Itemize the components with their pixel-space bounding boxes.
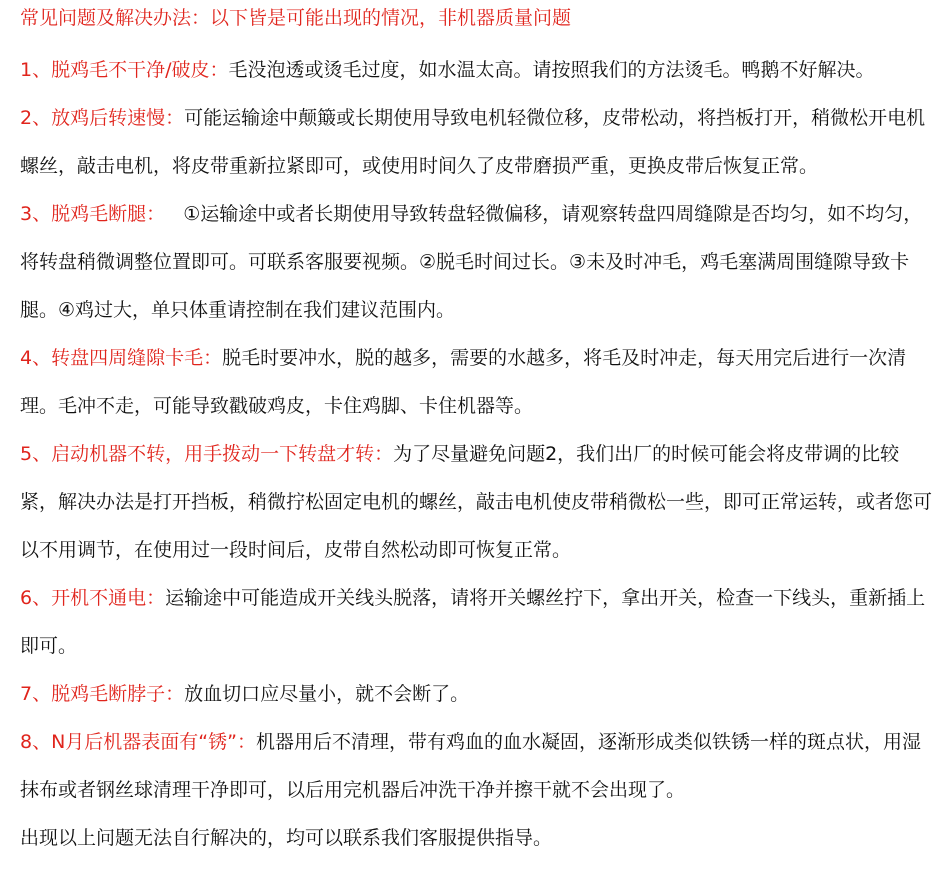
faq-item-7 <box>20 670 936 718</box>
faq-item-6 <box>20 574 936 670</box>
faq-item-2 <box>20 94 936 190</box>
faq-item-5 <box>20 430 936 574</box>
faq-heading: 常见问题及解决办法：以下皆是可能出现的情况，非机器质量问题 <box>20 7 572 29</box>
faq-item-body: 机器用后不清理，带有鸡血的血水凝固，逐渐形成类似铁锈一样的斑点状，用湿抹布或者钢丝球清理干净即可，以后用完机器后冲洗干净并擦干就不会出现了。 <box>20 731 922 801</box>
faq-item-label: 3、脱鸡毛断腿： <box>20 203 166 225</box>
faq-item-label: 6、开机不通电： <box>20 587 166 609</box>
faq-item-1 <box>20 46 936 94</box>
faq-item-body: 可能运输途中颠簸或长期使用导致电机轻微位移，皮带松动，将挡板打开，稍微松开电机螺丝，敲击电机，将皮带重新拉紧即可，或使用时间久了皮带磨损严重，更换皮带后恢复正常。 <box>20 107 926 177</box>
faq-item-label: 4、转盘四周缝隙卡毛： <box>20 347 223 369</box>
faq-item-body: 运输途中可能造成开关线头脱落，请将开关螺丝拧下，拿出开关，检查一下线头，重新插上即可。 <box>20 587 926 657</box>
faq-item-label: 2、放鸡后转速慢： <box>20 107 185 129</box>
faq-footer-note: 出现以上问题无法自行解决的，均可以联系我们客服提供指导。 <box>20 827 553 849</box>
faq-item-body: 为了尽量避免问题2，我们出厂的时候可能会将皮带调的比较紧，解决办法是打开挡板，稍微拧松固定电机的螺丝，敲击电机使皮带稍微松一些，即可正常运转，或者您可以不用调节，在使用过一段时间后，皮带自然松动即可恢复正常。 <box>20 443 933 561</box>
faq-item-body: 放血切口应尽量小，就不会断了。 <box>184 683 470 705</box>
faq-item-label: 7、脱鸡毛断脖子： <box>20 683 185 705</box>
faq-item-body: 毛没泡透或烫毛过度，如水温太高。请按照我们的方法烫毛。鸭鹅不好解决。 <box>228 59 875 81</box>
faq-item-4 <box>20 334 936 430</box>
faq-item-label: 8、N月后机器表面有“锈”： <box>20 731 256 753</box>
faq-item-8 <box>20 718 936 814</box>
faq-item-body: ①运输途中或者长期使用导致转盘轻微偏移，请观察转盘四周缝隙是否均匀，如不均匀，将转盘稍微调整位置即可。可联系客服要视频。②脱毛时间过长。③未及时冲毛，鸡毛塞满周围缝隙导致卡腿。④鸡过大，单只体重请控制在我们建议范围内。 <box>20 203 923 321</box>
faq-item-label: 5、启动机器不转，用手拨动一下转盘才转： <box>20 443 394 465</box>
faq-item-3 <box>20 190 936 334</box>
faq-item-label: 1、脱鸡毛不干净/破皮： <box>20 59 229 81</box>
faq-item-body: 脱毛时要冲水，脱的越多，需要的水越多，将毛及时冲走，每天用完后进行一次清理。毛冲不走，可能导致戳破鸡皮，卡住鸡脚、卡住机器等。 <box>20 347 907 417</box>
